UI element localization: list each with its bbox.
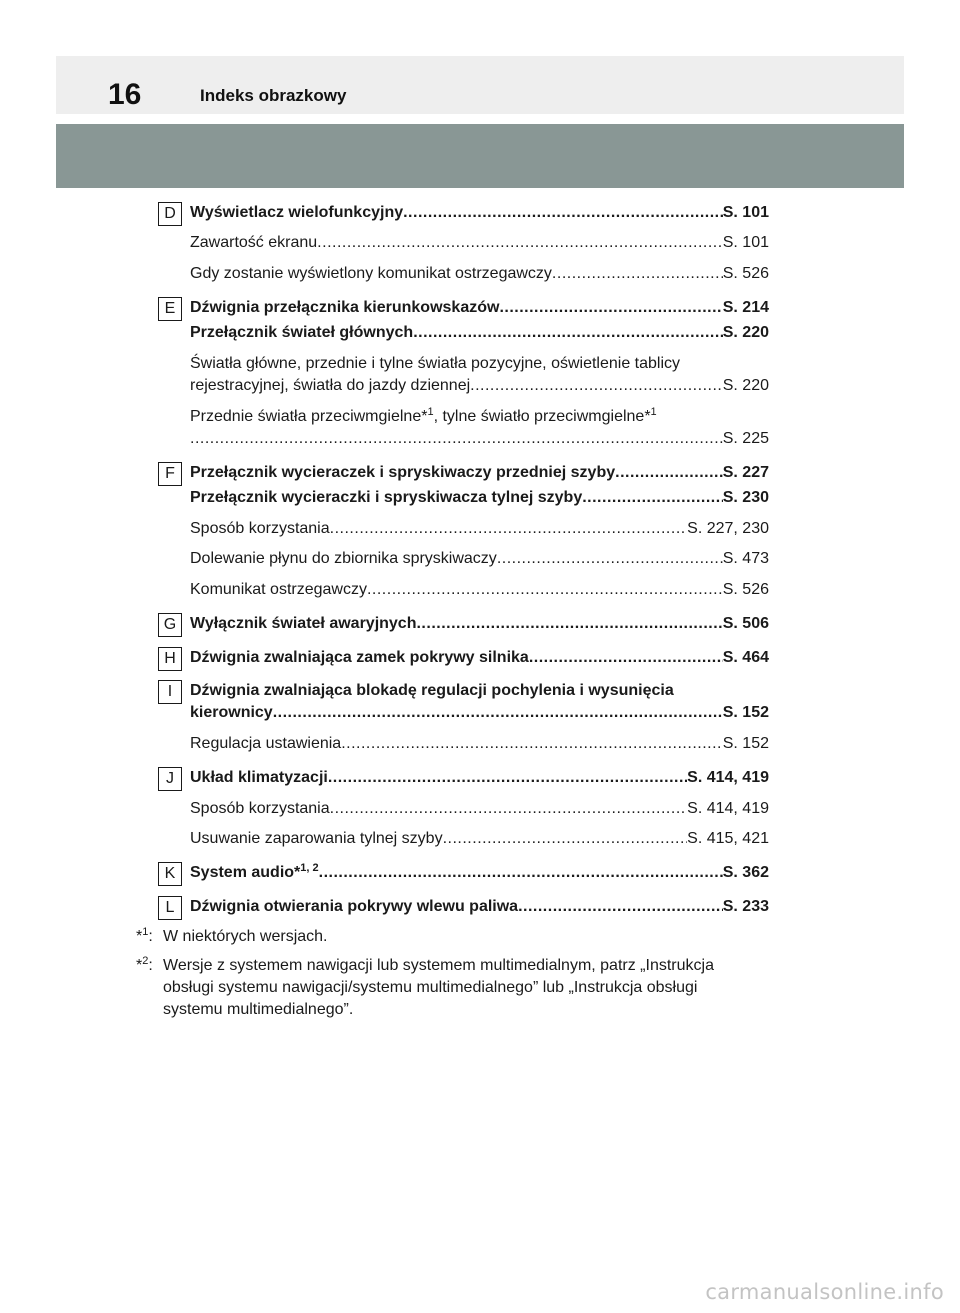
- page-number: 16: [108, 78, 142, 111]
- index-entry[interactable]: Dźwignia otwierania pokrywy wlewu paliwa ..... S. 233: [190, 896, 769, 918]
- footnote-marker: *$^1$:: [136, 926, 153, 945]
- index-entry-line: Dźwignia zwalniająca blokadę regulacji pochylenia i wysunięcia: [190, 682, 674, 699]
- index-entry[interactable]: Przełącznik wycieraczki i spryskiwacza tylnej szyby ..... S. 230: [190, 487, 769, 509]
- section-badge-g: G: [158, 613, 182, 637]
- footnote-text: W niektórych wersjach.: [163, 928, 328, 945]
- index-entry[interactable]: Przełącznik wycieraczek i spryskiwaczy przedniej szyby ..... S. 227: [190, 462, 769, 484]
- index-subentry[interactable]: rejestracyjnej, światła do jazdy dziennej ..... S. 220: [190, 375, 769, 397]
- index-entry[interactable]: Przełącznik świateł głównych ..... S. 220: [190, 322, 769, 344]
- index-subentry[interactable]: Regulacja ustawienia ..... S. 152: [190, 733, 769, 755]
- section-badge-j: J: [158, 767, 182, 791]
- footnote-marker: *$^2$:: [136, 955, 153, 974]
- footnote-text: obsługi systemu nawigacji/systemu multimedialnego” lub „Instrukcja obsługi: [163, 979, 698, 996]
- section-badge-d: D: [158, 202, 182, 226]
- section-badge-k: K: [158, 862, 182, 886]
- index-entry[interactable]: Wyłącznik świateł awaryjnych ..... S. 506: [190, 613, 769, 635]
- index-subentry[interactable]: ..... S. 225: [190, 428, 769, 450]
- index-subentry[interactable]: Zawartość ekranu ..... S. 101: [190, 232, 769, 254]
- index-subentry[interactable]: Sposób korzystania ..... S. 414, 419: [190, 798, 769, 820]
- footnote-text: systemu multimedialnego”.: [163, 1001, 354, 1018]
- index-subentry[interactable]: Sposób korzystania ..... S. 227, 230: [190, 518, 769, 540]
- index-entry[interactable]: Dźwignia zwalniająca zamek pokrywy silnika ..... S. 464: [190, 647, 769, 669]
- index-subentry[interactable]: Komunikat ostrzegawczy ..... S. 526: [190, 579, 769, 601]
- page-title: Indeks obrazkowy: [200, 86, 347, 105]
- section-badge-f: F: [158, 462, 182, 486]
- index-subentry[interactable]: Usuwanie zaparowania tylnej szyby ..... S. 415, 421: [190, 828, 769, 850]
- section-badge-l: L: [158, 896, 182, 920]
- index-subentry-line: Światła główne, przednie i tylne światła pozycyjne, oświetlenie tablicy: [190, 355, 681, 372]
- index-entry[interactable]: Wyświetlacz wielofunkcyjny ..... S. 101: [190, 202, 769, 224]
- section-badge-e: E: [158, 297, 182, 321]
- index-entry[interactable]: System audio*$^{1, 2}$ ..... S. 362: [190, 862, 769, 884]
- footnote-text: Wersje z systemem nawigacji lub systemem multimedialnym, patrz „Instrukcja: [163, 957, 714, 974]
- index-subentry-line: Przednie światła przeciwmgielne*$^1$, tylne światło przeciwmgielne*$^1$: [190, 406, 657, 425]
- index-entry[interactable]: Dźwignia przełącznika kierunkowskazów ..... S. 214: [190, 297, 769, 319]
- index-subentry[interactable]: Gdy zostanie wyświetlony komunikat ostrzegawczy ..... S. 526: [190, 263, 769, 285]
- index-subentry[interactable]: Dolewanie płynu do zbiornika spryskiwaczy ..... S. 473: [190, 548, 769, 570]
- section-badge-h: H: [158, 647, 182, 671]
- watermark: carmanualsonline.info: [705, 1280, 944, 1304]
- index-entry[interactable]: kierownicy ..... S. 152: [190, 702, 769, 724]
- index-entry[interactable]: Układ klimatyzacji ..... S. 414, 419: [190, 767, 769, 789]
- section-badge-i: I: [158, 680, 182, 704]
